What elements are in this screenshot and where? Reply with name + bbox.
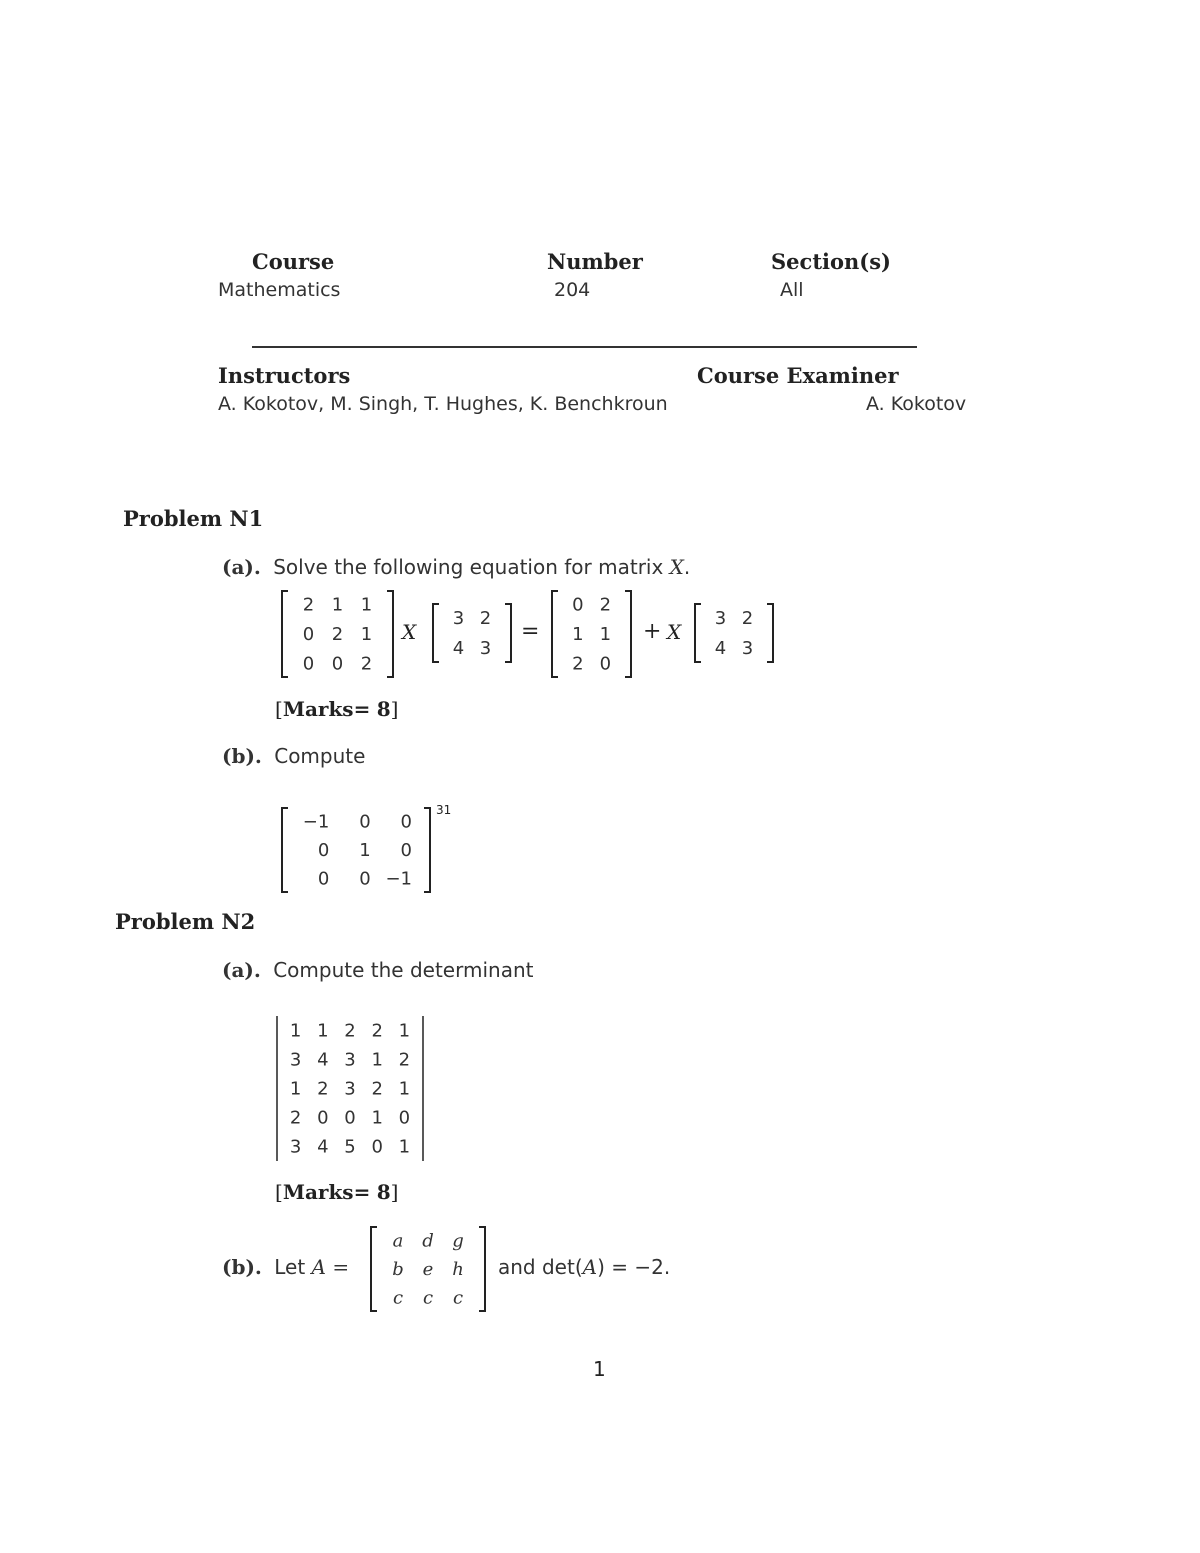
matrix-m4: [693, 603, 775, 663]
matrix-entry: 3: [714, 608, 727, 629]
instructors-value: A. Kokotov, M. Singh, T. Hughes, K. Benchkroun: [218, 393, 668, 415]
marks-value: 8: [376, 1180, 391, 1204]
page-number: 1: [593, 1357, 606, 1381]
matrix-entry: 0: [302, 653, 315, 675]
problem-2b-det-var: A: [582, 1255, 598, 1279]
matrix-entry: 1: [398, 1078, 411, 1100]
matrix-entry: 2: [317, 1078, 329, 1100]
examiner-value: A. Kokotov: [866, 393, 967, 415]
matrix-entry: 3: [344, 1078, 356, 1100]
matrix-entry: 4: [317, 1136, 329, 1158]
problem-2-title: Problem N2: [115, 909, 256, 934]
problem-1b-line: [222, 744, 365, 768]
matrix-entry: 1: [289, 1020, 302, 1042]
left-bracket: [371, 1227, 377, 1311]
plus-symbol: +: [643, 619, 662, 644]
problem-1-title: Problem N1: [123, 506, 264, 531]
matrix-entry: 0: [317, 868, 330, 890]
problem-2a-line: [222, 958, 533, 982]
matrix-entry: b: [392, 1259, 404, 1280]
problem-1a-label: (a).: [222, 555, 261, 579]
x-symbol-1: X: [402, 620, 417, 644]
matrix-entry: 0: [599, 653, 612, 675]
matrix-entry: 1: [398, 1020, 411, 1042]
matrix-entry: 2: [371, 1078, 383, 1100]
problem-2b-equals: =: [332, 1255, 350, 1279]
right-bracket: [505, 604, 511, 662]
matrix-entry: 0: [371, 1136, 383, 1158]
sections-label: Section(s): [771, 249, 891, 274]
problem-1a-var: X: [669, 555, 684, 579]
matrix-entry: 0: [302, 624, 315, 645]
matrix-entry: a: [392, 1230, 404, 1252]
number-label: Number: [547, 249, 643, 274]
matrix-m3: [550, 590, 633, 678]
matrix-entry: 1: [317, 1020, 329, 1042]
matrix-entry: 0: [344, 1107, 356, 1129]
matrix-entry: g: [452, 1230, 464, 1252]
marks-label: Marks=: [282, 697, 371, 721]
marks-label: Marks=: [282, 1180, 371, 1204]
matrix-entry: 3: [479, 638, 492, 659]
matrix-entry: e: [422, 1259, 434, 1280]
problem-2b-det-value: ) = −2.: [597, 1255, 671, 1279]
matrix-entry: 5: [344, 1136, 356, 1158]
problem-1a-period: .: [683, 555, 691, 579]
x-symbol-2: X: [667, 620, 682, 644]
right-bracket: [479, 1227, 485, 1311]
matrix-m2: [431, 603, 513, 663]
problem-2b-and-det: and det(: [498, 1255, 583, 1279]
matrix-entry: 3: [344, 1049, 356, 1071]
matrix-m1: [280, 590, 395, 678]
problem-1b-label: (b).: [222, 744, 262, 768]
problem-2a-marks: [Marks= 8]: [275, 1180, 399, 1204]
equals-symbol: =: [521, 619, 540, 644]
matrix-entry: 1: [599, 624, 612, 645]
matrix-entry: 1: [371, 1049, 383, 1071]
matrix-entry: 0: [359, 868, 371, 890]
matrix-entry: 0: [400, 811, 412, 833]
problem-2a-text: Compute the determinant: [273, 958, 534, 982]
matrix-entry: 2: [289, 1107, 302, 1129]
matrix-entry: 2: [302, 594, 315, 616]
matrix-entry: 1: [331, 594, 344, 616]
matrix-entry: 2: [741, 608, 754, 629]
course-value: Mathematics: [218, 279, 341, 301]
number-value: 204: [554, 279, 591, 301]
matrix-entry: 1: [572, 624, 584, 645]
problem-2b-var-a: A: [311, 1255, 326, 1279]
matrix-entry: c: [422, 1287, 434, 1309]
right-bracket: [625, 591, 631, 677]
course-label: Course: [252, 249, 335, 274]
matrix-entry: 1: [360, 624, 373, 645]
matrix-entry: c: [452, 1287, 464, 1309]
matrix-entry: 2: [572, 653, 584, 675]
matrix-entry: 2: [331, 624, 344, 645]
matrix-exponent: 31: [436, 803, 452, 817]
matrix-entry: 4: [714, 638, 727, 659]
matrix-power: [280, 807, 432, 893]
matrix-entry: 2: [599, 594, 612, 616]
sections-value: All: [780, 279, 804, 301]
left-bracket: [433, 604, 439, 662]
matrix-entry: 2: [479, 608, 492, 629]
matrix-entry: 0: [398, 1107, 411, 1129]
matrix-entry: 0: [572, 594, 584, 616]
matrix-entry: 1: [359, 840, 371, 861]
matrix-entry: 3: [452, 608, 465, 629]
problem-2b-det-line: [498, 1255, 670, 1279]
problem-1a-text: Solve the following equation for matrix: [273, 555, 664, 579]
matrix-entry: 3: [289, 1049, 302, 1071]
problem-2b-label: (b).: [222, 1255, 262, 1279]
matrix-entry: 0: [359, 811, 371, 833]
matrix-entry: 4: [317, 1049, 329, 1071]
header-divider: [252, 346, 917, 348]
matrix-entry: −1: [385, 868, 412, 890]
determinant-matrix: [276, 1016, 424, 1161]
problem-1a-marks: [Marks= 8]: [275, 697, 399, 721]
right-bracket: [767, 604, 773, 662]
problem-2b-let: Let: [274, 1255, 306, 1279]
matrix-entry: 2: [398, 1049, 411, 1071]
left-bracket: [695, 604, 701, 662]
problem-2b-line: [222, 1255, 349, 1279]
left-bracket: [282, 591, 288, 677]
matrix-entry: 0: [317, 840, 330, 861]
matrix-entry: 0: [331, 653, 344, 675]
matrix-entry: 4: [452, 638, 465, 659]
matrix-entry: 0: [317, 1107, 329, 1129]
left-bracket: [552, 591, 558, 677]
problem-2a-label: (a).: [222, 958, 261, 982]
matrix-entry: 1: [360, 594, 373, 616]
matrix-entry: 0: [400, 840, 412, 861]
left-bracket: [282, 808, 288, 892]
right-bracket: [387, 591, 393, 677]
problem-1b-text: Compute: [274, 744, 366, 768]
matrix-entry: h: [452, 1259, 464, 1280]
examiner-label: Course Examiner: [697, 363, 899, 388]
matrix-entry: 1: [398, 1136, 411, 1158]
matrix-entry: 1: [371, 1107, 383, 1129]
matrix-entry: 2: [360, 653, 373, 675]
matrix-entry: 2: [371, 1020, 383, 1042]
matrix-entry: c: [392, 1287, 404, 1309]
marks-value: 8: [376, 697, 391, 721]
problem-1a-line: [222, 555, 690, 579]
matrix-entry: 3: [289, 1136, 302, 1158]
matrix-entry: 2: [344, 1020, 356, 1042]
right-bracket: [424, 808, 430, 892]
matrix-entry: 1: [289, 1078, 302, 1100]
matrix-entry: d: [422, 1230, 434, 1252]
matrix-entry: 3: [741, 638, 754, 659]
matrix-a: [369, 1226, 487, 1312]
instructors-label: Instructors: [218, 363, 351, 388]
matrix-entry: −1: [302, 811, 330, 833]
